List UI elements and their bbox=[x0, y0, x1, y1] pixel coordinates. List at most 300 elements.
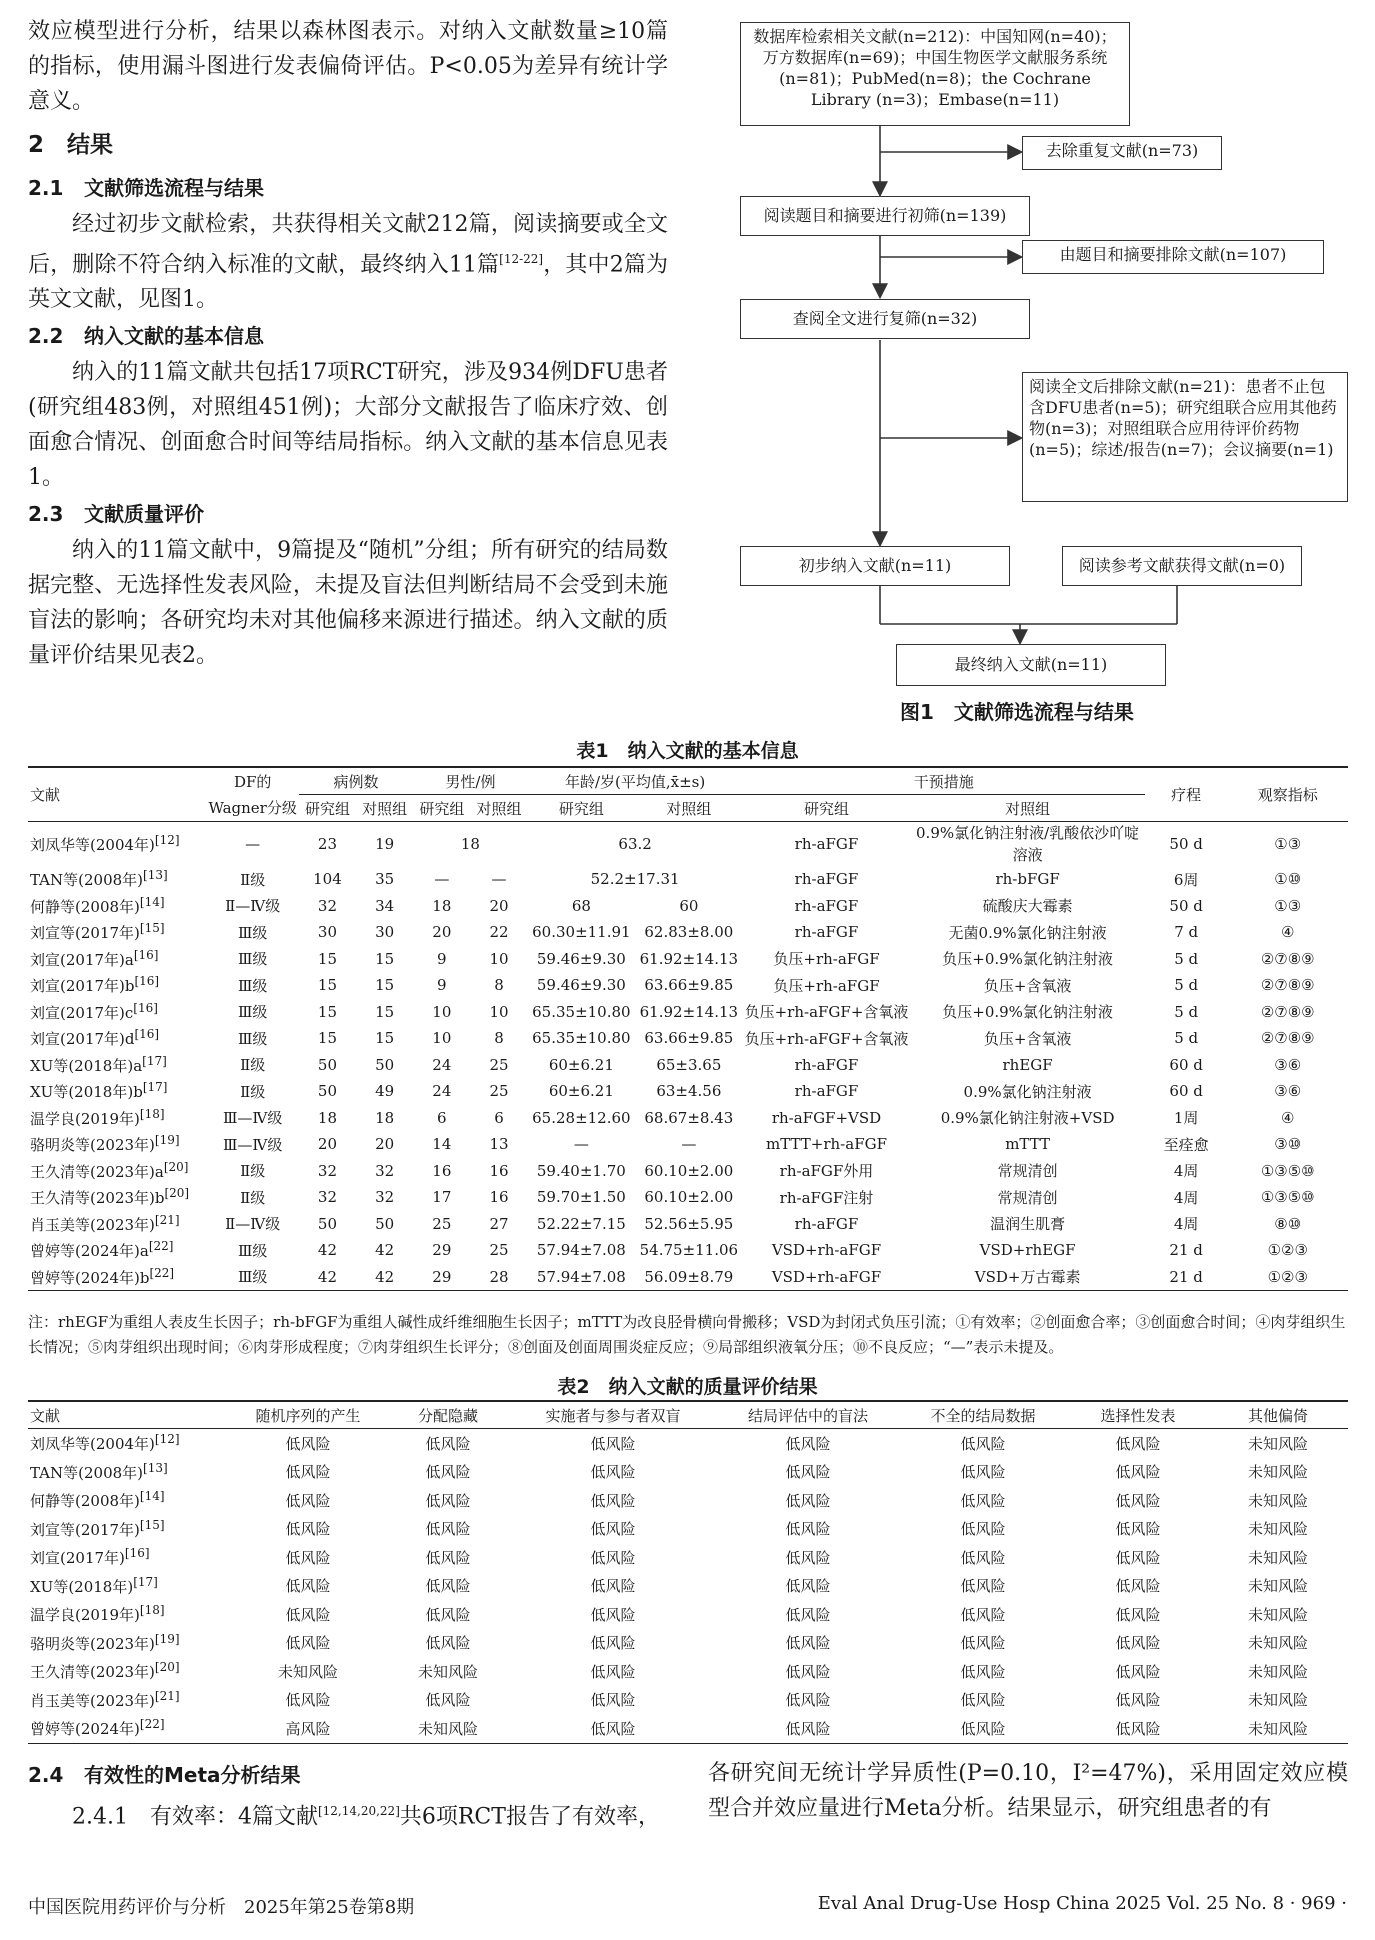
table-cell: 29 bbox=[432, 1241, 452, 1260]
citation: [16] bbox=[134, 1027, 160, 1042]
section-title: 文献质量评价 bbox=[84, 502, 204, 527]
table-cell: 15 bbox=[375, 1029, 395, 1048]
table-cell: 常规清创 bbox=[997, 1188, 1058, 1207]
table-cell: Ⅱ—Ⅳ级 bbox=[225, 897, 281, 916]
table-cell: 低风险 bbox=[590, 1520, 636, 1539]
table-cell: 负压+含氧液 bbox=[983, 1029, 1072, 1048]
table-cell bbox=[28, 1572, 228, 1601]
citation: [13] bbox=[143, 1460, 168, 1475]
table-cell: Ⅲ级 bbox=[237, 1241, 268, 1260]
table-cell bbox=[28, 972, 206, 999]
table-cell: — bbox=[681, 1135, 697, 1154]
table-cell: Ⅲ级 bbox=[237, 950, 268, 969]
table1-body bbox=[28, 822, 1348, 1291]
table-cell: 低风险 bbox=[785, 1634, 831, 1653]
col-header-exp: 研究组 bbox=[419, 799, 465, 818]
table-cell: ④ bbox=[1281, 1108, 1295, 1127]
paragraph-2-1 bbox=[28, 207, 668, 317]
table-cell: 50 bbox=[375, 1214, 395, 1233]
citation: [18] bbox=[139, 1106, 165, 1121]
table-cell bbox=[28, 1131, 206, 1158]
table-row bbox=[28, 1515, 1348, 1544]
table-cell: rh-aFGF bbox=[794, 870, 859, 889]
table-cell: 63.66±9.85 bbox=[644, 1029, 734, 1048]
table-cell: 低风险 bbox=[425, 1463, 471, 1482]
section-number: 2.4 bbox=[28, 1763, 64, 1787]
table-cell: 34 bbox=[375, 896, 395, 915]
table-cell: VSD+万古霉素 bbox=[974, 1268, 1081, 1287]
citation: [12-22] bbox=[499, 252, 544, 266]
table-cell bbox=[28, 1629, 228, 1658]
table-cell: 32 bbox=[375, 1161, 395, 1180]
table-cell bbox=[28, 1184, 206, 1211]
table-cell: 5 d bbox=[1174, 949, 1199, 968]
table-cell: 23 bbox=[317, 835, 337, 853]
citation: [22] bbox=[149, 1265, 175, 1280]
text: 经过初步文献检索，共获得相关文献212篇，阅读摘要或全文后，删除不符合纳入标准的文献，最终纳入11篇 bbox=[28, 212, 668, 278]
table-cell bbox=[28, 1458, 228, 1487]
table-cell: 5 d bbox=[1174, 1029, 1199, 1048]
table-cell: 低风险 bbox=[1115, 1719, 1161, 1738]
table-cell: 低风险 bbox=[285, 1634, 331, 1653]
citation: [20] bbox=[163, 1159, 189, 1174]
table-cell: 未知风险 bbox=[1247, 1605, 1308, 1624]
table-cell: 硫酸庆大霉素 bbox=[982, 897, 1073, 916]
citation: [13] bbox=[143, 868, 168, 883]
col-header-ctl: 对照组 bbox=[362, 799, 408, 818]
study-name: 刘宣(2017年) bbox=[30, 1549, 125, 1568]
footer-left: 中国医院用药评价与分析 2025年第25卷第8期 bbox=[28, 1897, 415, 1918]
table-row bbox=[28, 1237, 1348, 1264]
table-cell: 17 bbox=[432, 1188, 452, 1207]
table-cell: 低风险 bbox=[590, 1719, 636, 1738]
table-row bbox=[28, 1184, 1348, 1211]
table-cell: 低风险 bbox=[1115, 1463, 1161, 1482]
table-cell: 未知风险 bbox=[417, 1662, 478, 1681]
table-cell: 低风险 bbox=[785, 1491, 831, 1510]
table-cell: 60 bbox=[679, 896, 699, 915]
table-cell: 57.94±7.08 bbox=[536, 1267, 626, 1286]
col-header: 分配隐藏 bbox=[417, 1406, 478, 1425]
table-cell: 42 bbox=[317, 1241, 337, 1260]
table-cell: 50 bbox=[317, 1214, 337, 1233]
table-cell: 低风险 bbox=[785, 1548, 831, 1567]
table-cell: 50 bbox=[375, 1055, 395, 1074]
col-header-exp: 研究组 bbox=[803, 799, 849, 818]
table-cell: 8 bbox=[494, 976, 504, 995]
table-cell: 20 bbox=[489, 896, 509, 915]
table-cell bbox=[28, 1657, 228, 1686]
table-cell: Ⅱ级 bbox=[240, 870, 266, 889]
table-cell: 低风险 bbox=[285, 1548, 331, 1567]
study-name: 刘宣(2017年)b bbox=[30, 977, 135, 996]
table-row bbox=[28, 1486, 1348, 1515]
col-header-wagner-grade: Wagner分级 bbox=[208, 799, 297, 818]
table-cell: 低风险 bbox=[590, 1463, 636, 1482]
table-cell bbox=[28, 1515, 228, 1544]
table-cell bbox=[28, 1429, 228, 1458]
table2 bbox=[28, 1400, 1348, 1744]
table-cell: 未知风险 bbox=[1247, 1719, 1308, 1738]
citation: [14] bbox=[139, 1489, 165, 1504]
table-cell: 5 d bbox=[1174, 1002, 1199, 1021]
citation: [16] bbox=[124, 1546, 150, 1561]
table-row bbox=[28, 1686, 1348, 1715]
table1 bbox=[28, 766, 1348, 1291]
table-cell: 低风险 bbox=[590, 1691, 636, 1710]
table-cell: 9 bbox=[437, 976, 447, 995]
table-cell: 负压+0.9%氯化钠注射液 bbox=[942, 950, 1113, 969]
citation: [19] bbox=[154, 1631, 180, 1646]
table-cell: 4周 bbox=[1173, 1188, 1199, 1207]
col-header: 结局评估中的盲法 bbox=[747, 1406, 868, 1425]
citation: [16] bbox=[134, 974, 160, 989]
study-name: 王久清等(2023年)a bbox=[30, 1162, 164, 1181]
table-cell: 63±4.56 bbox=[656, 1082, 722, 1101]
table-cell: ①②③ bbox=[1267, 1241, 1308, 1260]
table-cell: 19 bbox=[375, 835, 395, 853]
table-cell: 低风险 bbox=[425, 1577, 471, 1596]
table-cell: 低风险 bbox=[425, 1434, 471, 1453]
table-cell: 49 bbox=[375, 1082, 395, 1101]
table-cell: 低风险 bbox=[425, 1491, 471, 1510]
table-row bbox=[28, 946, 1348, 973]
table-row bbox=[28, 1600, 1348, 1629]
table-cell: 低风险 bbox=[960, 1491, 1006, 1510]
table-cell: 54.75±11.06 bbox=[639, 1241, 739, 1260]
table-cell: 20 bbox=[432, 923, 452, 942]
table-cell: mTTT bbox=[1005, 1135, 1050, 1154]
col-header-study: 文献 bbox=[30, 786, 61, 804]
table-row bbox=[28, 1052, 1348, 1079]
table-cell: 14 bbox=[432, 1135, 452, 1154]
table-cell: 低风险 bbox=[285, 1520, 331, 1539]
table-cell bbox=[28, 1600, 228, 1629]
table-cell: rh-aFGF bbox=[794, 923, 859, 942]
section-number: 2.2 bbox=[28, 324, 64, 349]
table-cell: 低风险 bbox=[590, 1491, 636, 1510]
citation: [16] bbox=[133, 1000, 158, 1015]
col-header-exp: 研究组 bbox=[304, 799, 350, 818]
citation: [22] bbox=[148, 1239, 174, 1254]
table-cell: 10 bbox=[489, 1002, 509, 1021]
table-cell: ①②③ bbox=[1267, 1267, 1308, 1286]
citation: [21] bbox=[154, 1688, 180, 1703]
table-cell: rh-aFGF+VSD bbox=[771, 1108, 882, 1127]
col-header: 选择性发表 bbox=[1100, 1406, 1176, 1425]
study-name: 刘凤华等(2004年) bbox=[30, 836, 155, 854]
table-cell: 低风险 bbox=[1115, 1577, 1161, 1596]
table-cell: 未知风险 bbox=[417, 1719, 478, 1738]
table1-note: 注：rhEGF为重组人表皮生长因子；rh-bFGF为重组人碱性成纤维细胞生长因子；mTTT为改良胫骨横向骨搬移；VSD为封闭式负压引流；①有效率；②创面愈合率；③创面愈合时间；④肉芽组织生长情况；⑤肉芽组织出现时间；⑥肉芽形成程度；⑦肉芽组织生长评分；⑧创面及创面周围炎症反应；⑨局部组织液氧分压；⑩不良反应；“—”表示未提及。 bbox=[28, 1313, 1346, 1356]
table-row bbox=[28, 822, 1348, 867]
footer-right: Eval Anal Drug-Use Hosp China 2025 Vol. 25 No. 8 · 969 · bbox=[817, 1893, 1347, 1914]
box-search: 数据库检索相关文献(n=212)：中国知网(n=40)；万方数据库(n=69)；中国生物医学文献服务系统(n=81)；PubMed(n=8)；the Cochrane Library (n=3)；Embase(n=11) bbox=[740, 22, 1130, 126]
study-name: 骆明炎等(2023年) bbox=[30, 1136, 155, 1155]
table-cell bbox=[28, 1078, 206, 1105]
table-cell: ②⑦⑧⑨ bbox=[1260, 949, 1315, 968]
col-header: 不全的结局数据 bbox=[930, 1406, 1036, 1425]
table-cell: 63.66±9.85 bbox=[644, 976, 734, 995]
box-final: 最终纳入文献(n=11) bbox=[896, 644, 1166, 686]
table-cell: 32 bbox=[375, 1188, 395, 1207]
table-cell: 10 bbox=[432, 1002, 452, 1021]
study-name: 温学良(2019年) bbox=[30, 1109, 140, 1128]
table-cell: 低风险 bbox=[785, 1434, 831, 1453]
table-cell: 低风险 bbox=[1115, 1662, 1161, 1681]
table-row bbox=[28, 1105, 1348, 1132]
table-row bbox=[28, 1458, 1348, 1487]
table-cell: 61.92±14.13 bbox=[639, 949, 739, 968]
table-cell: 16 bbox=[432, 1161, 452, 1180]
table-cell: 低风险 bbox=[1115, 1491, 1161, 1510]
citation: [17] bbox=[133, 1574, 158, 1589]
table-cell: 60±6.21 bbox=[548, 1055, 614, 1074]
table-cell: 未知风险 bbox=[1247, 1491, 1308, 1510]
table-cell: 未知风险 bbox=[1247, 1577, 1308, 1596]
study-name: 王久清等(2023年)b bbox=[30, 1189, 165, 1208]
table-cell: 0.9%氯化钠注射液 bbox=[963, 1082, 1092, 1101]
table-cell bbox=[28, 1486, 228, 1515]
text: 共6项RCT报告了有效率， bbox=[399, 1804, 660, 1830]
table-cell: 68.67±8.43 bbox=[644, 1108, 734, 1127]
table-cell: 6周 bbox=[1173, 870, 1199, 889]
table-cell: 32 bbox=[317, 1188, 337, 1207]
table-cell: 68 bbox=[571, 896, 591, 915]
table-cell: ②⑦⑧⑨ bbox=[1260, 1029, 1315, 1048]
citation: [15] bbox=[139, 921, 165, 936]
table-cell: 52.2±17.31 bbox=[590, 870, 680, 889]
table-cell: rh-aFGF注射 bbox=[779, 1188, 874, 1207]
col-header-ctl: 对照组 bbox=[476, 799, 522, 818]
study-name: 曾婷等(2024年)b bbox=[30, 1268, 150, 1287]
study-name: XU等(2018年)b bbox=[30, 1083, 143, 1102]
table-cell: 低风险 bbox=[785, 1719, 831, 1738]
table-cell: 低风险 bbox=[425, 1605, 471, 1624]
figure-caption: 图1 文献筛选流程与结果 bbox=[900, 700, 1134, 724]
table-cell: 16 bbox=[489, 1188, 509, 1207]
table-cell: 35 bbox=[375, 870, 395, 889]
table-cell: 未知风险 bbox=[1247, 1548, 1308, 1567]
table-cell: 未知风险 bbox=[1247, 1662, 1308, 1681]
table-cell: 低风险 bbox=[1115, 1605, 1161, 1624]
section-title: 有效性的Meta分析结果 bbox=[84, 1763, 301, 1787]
table-cell: 59.46±9.30 bbox=[536, 976, 626, 995]
table-cell: rh-aFGF bbox=[794, 1214, 859, 1233]
table-cell: 负压+rh-aFGF bbox=[773, 950, 880, 969]
table-cell bbox=[28, 1158, 206, 1185]
study-name: 刘宣(2017年)c bbox=[30, 1003, 134, 1022]
table-cell: 18 bbox=[460, 835, 480, 853]
section-title: 纳入文献的基本信息 bbox=[84, 324, 264, 349]
table-cell: 10 bbox=[432, 1029, 452, 1048]
table-cell: 50 bbox=[317, 1055, 337, 1074]
table-cell: 低风险 bbox=[960, 1719, 1006, 1738]
table-cell bbox=[28, 919, 206, 946]
citation: [20] bbox=[154, 1660, 180, 1675]
table-cell: 4周 bbox=[1173, 1215, 1199, 1234]
table-cell: rh-aFGF bbox=[794, 1055, 859, 1074]
table-cell bbox=[28, 1264, 206, 1291]
col-header-ctl: 对照组 bbox=[1005, 799, 1051, 818]
table-cell: 低风险 bbox=[590, 1434, 636, 1453]
table-cell: 13 bbox=[489, 1135, 509, 1154]
table-cell: 低风险 bbox=[425, 1520, 471, 1539]
box-initial: 初步纳入文献(n=11) bbox=[740, 546, 1010, 586]
table-cell: 65.28±12.60 bbox=[532, 1108, 631, 1127]
table-cell: rh-aFGF bbox=[794, 896, 859, 915]
table-cell: 负压+rh-aFGF+含氧液 bbox=[744, 1029, 909, 1048]
table-cell: 29 bbox=[432, 1267, 452, 1286]
table-row bbox=[28, 1714, 1348, 1743]
study-name: 何静等(2008年) bbox=[30, 897, 140, 916]
table-cell: 低风险 bbox=[785, 1662, 831, 1681]
table-cell bbox=[28, 822, 206, 867]
col-header: 随机序列的产生 bbox=[255, 1406, 361, 1425]
table-cell: 低风险 bbox=[1115, 1434, 1161, 1453]
table-cell: 6 bbox=[437, 1108, 447, 1127]
table-row bbox=[28, 1572, 1348, 1601]
table-cell: 6 bbox=[494, 1108, 504, 1127]
citation: [17] bbox=[142, 1080, 168, 1095]
citation: [19] bbox=[154, 1133, 180, 1148]
citation: [12,14,20,22] bbox=[317, 1804, 400, 1818]
table-cell: 18 bbox=[317, 1108, 337, 1127]
table-cell: Ⅲ级 bbox=[237, 976, 268, 995]
table-row bbox=[28, 1211, 1348, 1238]
intro-paragraph: 效应模型进行分析，结果以森林图表示。对纳入文献数量≥10篇的指标，使用漏斗图进行发表偏倚评估。P<0.05为差异有统计学意义。 bbox=[28, 19, 668, 114]
table-cell: 20 bbox=[375, 1135, 395, 1154]
table-cell: 未知风险 bbox=[1247, 1691, 1308, 1710]
table-cell: 低风险 bbox=[960, 1520, 1006, 1539]
section-title: 文献筛选流程与结果 bbox=[84, 176, 264, 200]
table-cell: 15 bbox=[375, 949, 395, 968]
table-cell bbox=[28, 1686, 228, 1715]
table-cell: 温润生肌膏 bbox=[990, 1215, 1066, 1234]
table-cell: 27 bbox=[489, 1214, 509, 1233]
table-cell: Ⅲ级 bbox=[237, 1003, 268, 1022]
col-header-exp: 研究组 bbox=[558, 799, 604, 818]
box-dedup: 去除重复文献(n=73) bbox=[1022, 136, 1222, 170]
table-cell: 低风险 bbox=[960, 1577, 1006, 1596]
table-row bbox=[28, 1025, 1348, 1052]
table-cell: 低风险 bbox=[425, 1548, 471, 1567]
table-cell: 60.30±11.91 bbox=[532, 923, 631, 942]
table-cell: 低风险 bbox=[590, 1605, 636, 1624]
table-cell: 低风险 bbox=[785, 1463, 831, 1482]
table-cell: 59.46±9.30 bbox=[536, 949, 626, 968]
table-cell: 低风险 bbox=[590, 1634, 636, 1653]
table-cell: 低风险 bbox=[590, 1577, 636, 1596]
study-name: 温学良(2019年) bbox=[30, 1606, 140, 1625]
table-cell: ③⑥ bbox=[1274, 1082, 1302, 1101]
table-cell: 42 bbox=[375, 1241, 395, 1260]
table-cell: 18 bbox=[375, 1108, 395, 1127]
col-header-age: 年龄/岁(平均值,x̄±s) bbox=[528, 767, 743, 795]
box-fulltext: 查阅全文进行复筛(n=32) bbox=[740, 299, 1030, 339]
study-name: 肖玉美等(2023年) bbox=[30, 1215, 155, 1234]
table-cell: 5 d bbox=[1174, 976, 1199, 995]
col-header-male: 男性/例 bbox=[413, 767, 527, 795]
table-cell: Ⅲ—Ⅳ级 bbox=[222, 1135, 283, 1154]
col-header-wagner: DF的 bbox=[233, 772, 272, 791]
table-cell: rh-aFGF bbox=[794, 1082, 859, 1101]
table-cell: 60 d bbox=[1169, 1082, 1203, 1101]
citation: [12] bbox=[154, 833, 180, 847]
col-header-cases: 病例数 bbox=[299, 767, 413, 795]
table-cell: 低风险 bbox=[960, 1634, 1006, 1653]
table-cell: 10 bbox=[489, 949, 509, 968]
table-cell: 30 bbox=[317, 923, 337, 942]
table-cell: — bbox=[245, 835, 261, 853]
table-cell: 8 bbox=[494, 1029, 504, 1048]
table-cell: rh-aFGF bbox=[794, 835, 859, 853]
table-cell: 15 bbox=[375, 1002, 395, 1021]
table-cell bbox=[28, 999, 206, 1026]
table-cell: 低风险 bbox=[785, 1520, 831, 1539]
table-cell: 25 bbox=[489, 1082, 509, 1101]
table-cell: ②⑦⑧⑨ bbox=[1260, 976, 1315, 995]
table-cell: 0.9%氯化钠注射液/乳酸依沙吖啶溶液 bbox=[916, 824, 1140, 864]
paragraph-right: 各研究间无统计学异质性(P=0.10，I²=47%)，采用固定效应模型合并效应量进行Meta分析。结果显示，研究组患者的有 bbox=[708, 1761, 1348, 1821]
study-name: TAN等(2008年) bbox=[30, 1463, 144, 1482]
table-cell: 21 d bbox=[1169, 1267, 1203, 1286]
table-row bbox=[28, 893, 1348, 920]
table-cell: Ⅱ级 bbox=[240, 1056, 266, 1075]
section-2-1-heading bbox=[28, 171, 668, 205]
table-cell: 15 bbox=[375, 976, 395, 995]
table-cell: 52.22±7.15 bbox=[536, 1214, 626, 1233]
citation: [12] bbox=[154, 1432, 180, 1447]
table-row bbox=[28, 1657, 1348, 1686]
table-cell bbox=[28, 946, 206, 973]
table-cell: 15 bbox=[317, 976, 337, 995]
table-cell: VSD+rh-aFGF bbox=[771, 1267, 882, 1286]
citation: [15] bbox=[139, 1517, 165, 1532]
table-cell: 9 bbox=[437, 949, 447, 968]
table-cell: 25 bbox=[489, 1055, 509, 1074]
table-cell: 61.92±14.13 bbox=[639, 1002, 739, 1021]
table-cell: 4周 bbox=[1173, 1162, 1199, 1181]
table-cell: 低风险 bbox=[785, 1691, 831, 1710]
citation: [21] bbox=[154, 1212, 180, 1227]
table-cell: 低风险 bbox=[1115, 1634, 1161, 1653]
study-name: 肖玉美等(2023年) bbox=[30, 1691, 155, 1710]
flowchart bbox=[700, 14, 1360, 704]
citation: [17] bbox=[142, 1053, 167, 1068]
table-cell: 低风险 bbox=[960, 1548, 1006, 1567]
section-2-3-heading bbox=[28, 497, 668, 531]
table-cell: ①③ bbox=[1274, 896, 1302, 915]
table-cell: 60.10±2.00 bbox=[644, 1188, 734, 1207]
table-cell: 低风险 bbox=[785, 1577, 831, 1596]
study-name: 王久清等(2023年) bbox=[30, 1663, 155, 1682]
table-cell: 65±3.65 bbox=[656, 1055, 722, 1074]
table-cell: 22 bbox=[489, 923, 509, 942]
bottom-right bbox=[708, 1756, 1348, 1826]
table-cell: 无菌0.9%氯化钠注射液 bbox=[948, 923, 1107, 942]
study-name: 刘宣(2017年)a bbox=[30, 950, 134, 969]
table-cell: 65.35±10.80 bbox=[532, 1002, 631, 1021]
table-cell: — bbox=[434, 870, 450, 889]
table-cell: 30 bbox=[375, 923, 395, 942]
col-header-course: 疗程 bbox=[1171, 786, 1202, 804]
table-row bbox=[28, 919, 1348, 946]
col-header: 文献 bbox=[30, 1406, 61, 1425]
citation: [20] bbox=[164, 1186, 190, 1201]
text: 2.4.1 有效率：4篇文献 bbox=[72, 1804, 318, 1830]
table-cell: — bbox=[491, 870, 507, 889]
